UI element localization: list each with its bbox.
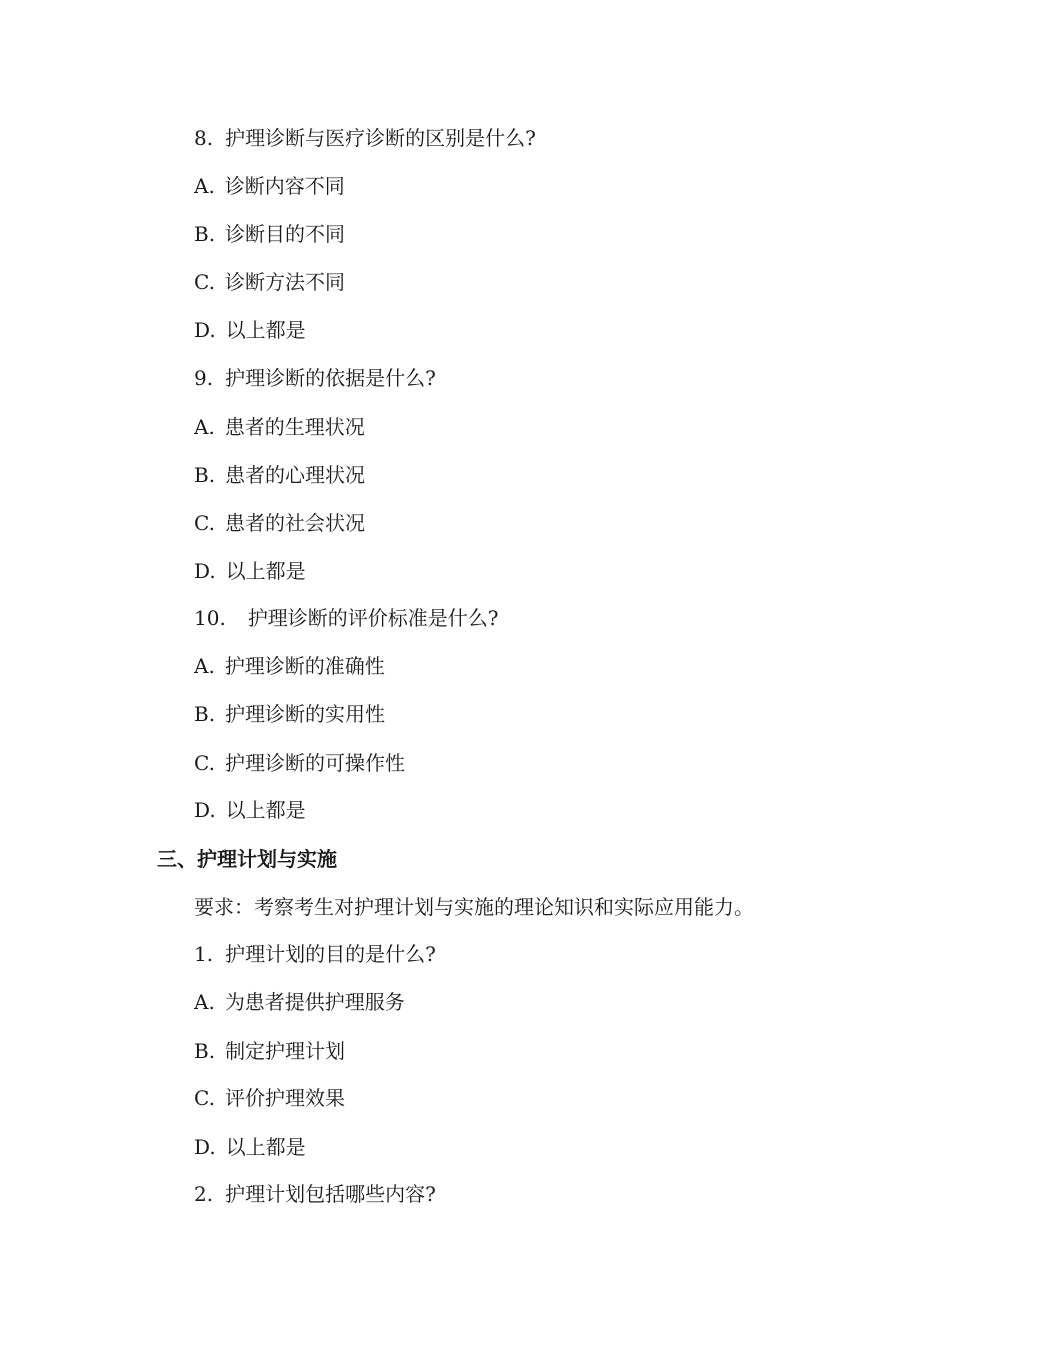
option-label: A. xyxy=(194,174,215,198)
option-label: D. xyxy=(194,559,216,583)
option-9d xyxy=(194,557,306,585)
question-10 xyxy=(194,604,499,632)
option-9c xyxy=(194,509,365,537)
option-text: 以上都是 xyxy=(225,1135,306,1159)
option-text: 诊断方法不同 xyxy=(224,270,345,294)
question-text: 护理计划的目的是什么? xyxy=(225,942,436,966)
option-9a xyxy=(194,413,365,441)
question-text: 护理诊断与医疗诊断的区别是什么? xyxy=(225,126,536,150)
question-number: 10. xyxy=(194,606,226,630)
question-number: 1. xyxy=(194,942,214,966)
option-text: 患者的生理状况 xyxy=(224,415,365,439)
option-label: D. xyxy=(194,1135,216,1159)
option-label: A. xyxy=(194,654,215,678)
option-8a xyxy=(194,172,345,200)
option-label: B. xyxy=(194,222,216,246)
option-label: C. xyxy=(194,751,215,775)
option-label: A. xyxy=(194,990,215,1014)
option-text: 诊断内容不同 xyxy=(224,174,345,198)
option-10b xyxy=(194,700,385,728)
option-s3-1b xyxy=(194,1037,345,1065)
option-s3-1d xyxy=(194,1133,306,1161)
option-8d xyxy=(194,316,306,344)
option-9b xyxy=(194,461,365,489)
question-text: 护理诊断的评价标准是什么? xyxy=(247,606,499,630)
option-10a xyxy=(194,652,385,680)
option-text: 评价护理效果 xyxy=(224,1086,345,1110)
option-10c xyxy=(194,749,405,777)
option-label: B. xyxy=(194,463,216,487)
question-text: 护理诊断的依据是什么? xyxy=(225,366,436,390)
question-number: 8. xyxy=(194,126,214,150)
section-requirement: 要求：考察考生对护理计划与实施的理论知识和实际应用能力。 xyxy=(194,895,754,919)
option-10d xyxy=(194,796,306,824)
question-number: 9. xyxy=(194,366,214,390)
option-8c xyxy=(194,268,345,296)
option-s3-1c xyxy=(194,1084,345,1112)
option-text: 为患者提供护理服务 xyxy=(224,990,405,1014)
question-9 xyxy=(194,364,436,392)
option-text: 护理诊断的可操作性 xyxy=(224,751,405,775)
option-text: 护理诊断的实用性 xyxy=(225,702,386,726)
question-8 xyxy=(194,124,536,152)
option-text: 以上都是 xyxy=(225,798,306,822)
option-s3-1a xyxy=(194,988,405,1016)
option-label: C. xyxy=(194,1086,215,1110)
option-label: C. xyxy=(194,511,215,535)
option-label: D. xyxy=(194,318,216,342)
section-heading: 三、护理计划与实施 xyxy=(157,847,337,871)
option-text: 以上都是 xyxy=(225,559,306,583)
section3-question-1 xyxy=(194,940,436,968)
option-8b xyxy=(194,220,345,248)
option-text: 患者的社会状况 xyxy=(224,511,365,535)
question-number: 2. xyxy=(194,1182,214,1206)
option-text: 制定护理计划 xyxy=(225,1039,346,1063)
option-text: 以上都是 xyxy=(225,318,306,342)
option-text: 患者的心理状况 xyxy=(225,463,366,487)
option-text: 诊断目的不同 xyxy=(225,222,346,246)
option-label: A. xyxy=(194,415,215,439)
option-label: D. xyxy=(194,798,216,822)
option-label: C. xyxy=(194,270,215,294)
question-text: 护理计划包括哪些内容? xyxy=(225,1182,436,1206)
option-label: B. xyxy=(194,702,216,726)
option-label: B. xyxy=(194,1039,216,1063)
section3-question-2 xyxy=(194,1180,436,1208)
option-text: 护理诊断的准确性 xyxy=(224,654,385,678)
